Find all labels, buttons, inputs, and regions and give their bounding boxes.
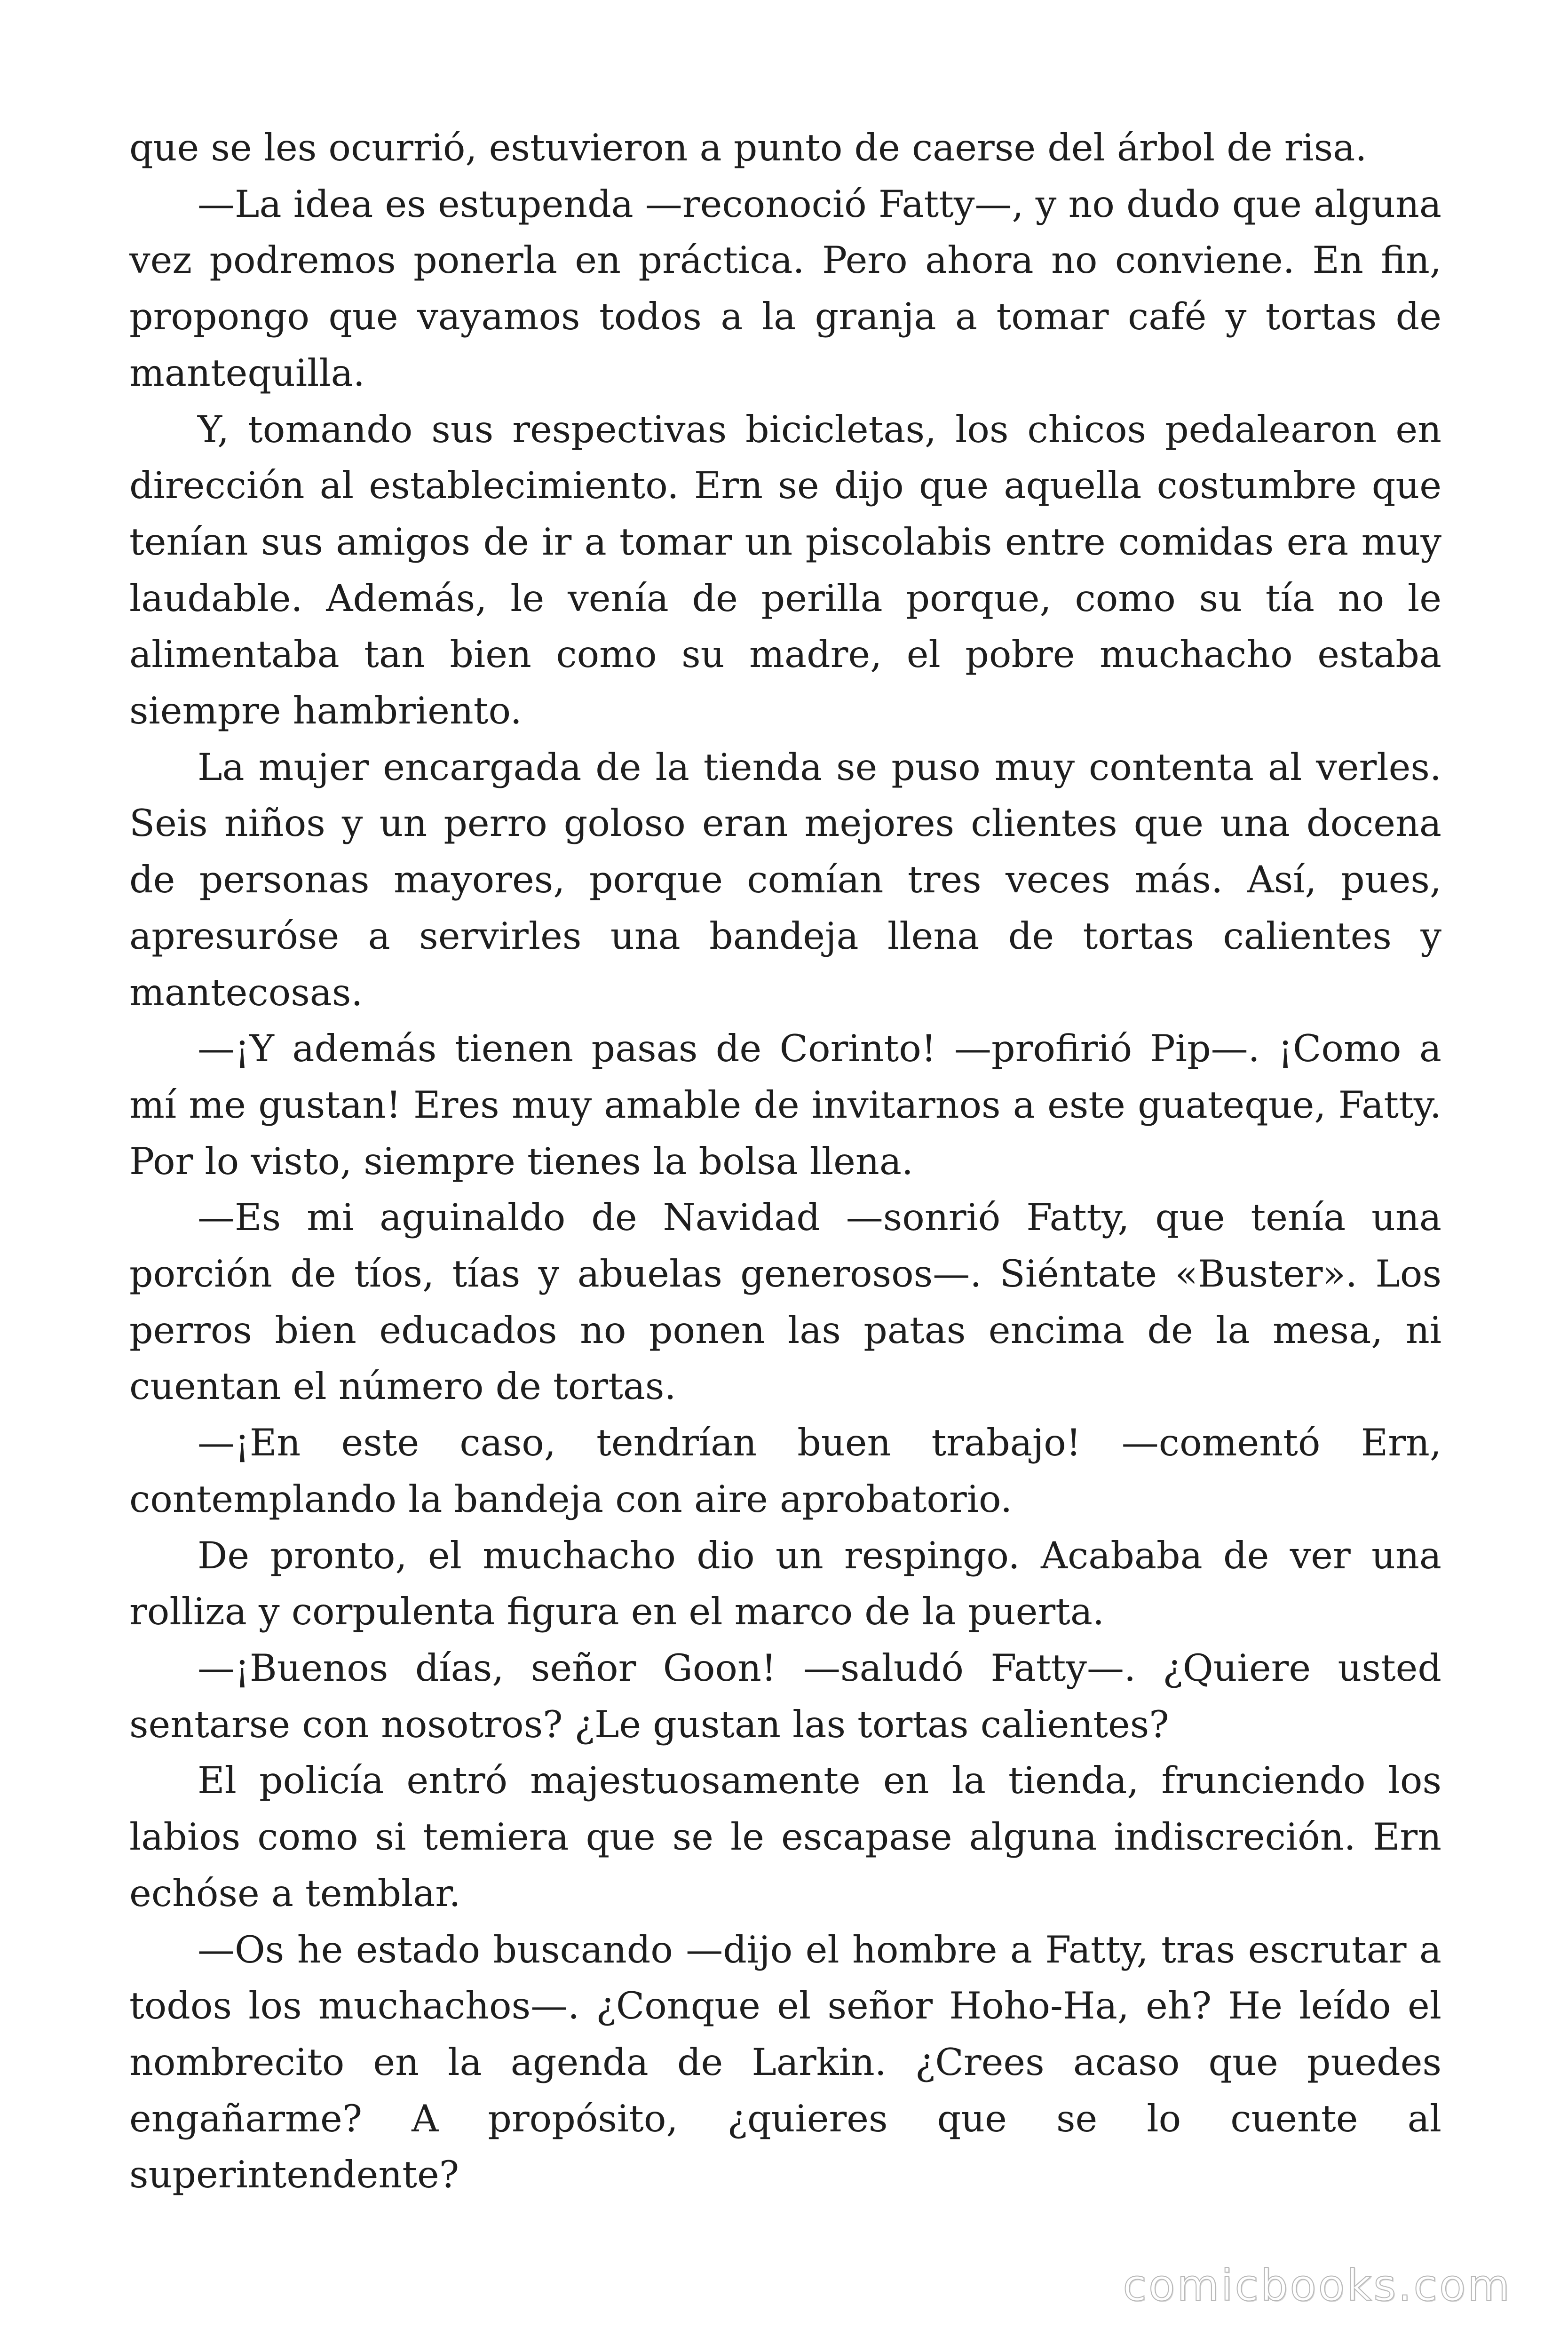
- paragraph-9: —¡Buenos días, señor Goon! —saludó Fatty—. ¿Quiere usted sentarse con nosotros? ¿Le gustan las tortas calientes?: [129, 1646, 1441, 1746]
- page-text: [129, 120, 1441, 2203]
- paragraph-4: La mujer encargada de la tienda se puso muy contenta al verles. Seis niños y un perro goloso eran mejores clientes que una docena de personas mayores, porque comían tres veces más. Así, pues, apresuróse a servirles una bandeja llena de tortas calientes y mantecosas.: [129, 745, 1441, 1014]
- watermark-logo: comicbooks.com: [1123, 2260, 1512, 2311]
- paragraph-3: Y, tomando sus respectivas bicicletas, los chicos pedalearon en dirección al establecimiento. Ern se dijo que aquella costumbre que tenían sus amigos de ir a tomar un piscolabis entre comidas era muy laudable. Además, le venía de perilla porque, como su tía no le alimentaba tan bien como su madre, el pobre muchacho estaba siempre hambriento.: [129, 407, 1441, 733]
- paragraph-10: El policía entró majestuosamente en la tienda, frunciendo los labios como si temiera que se le escapase alguna indiscreción. Ern echóse a temblar.: [129, 1759, 1441, 1915]
- paragraph-11: —Os he estado buscando —dijo el hombre a Fatty, tras escrutar a todos los muchachos—. ¿Conque el señor Hoho-Ha, eh? He leído el nombrecito en la agenda de Larkin. ¿Crees acaso que puedes engañarme? A propósito, ¿quieres que se lo cuente al superintendente?: [129, 1928, 1441, 2197]
- paragraph-1: que se les ocurrió, estuvieron a punto de caerse del árbol de risa.: [129, 126, 1367, 169]
- paragraph-6: —Es mi aguinaldo de Navidad —sonrió Fatty, que tenía una porción de tíos, tías y abuelas generosos—. Siéntate «Buster». Los perros bien educados no ponen las patas encima de la mesa, ni cuentan el número de tortas.: [129, 1196, 1441, 1408]
- paragraph-2: —La idea es estupenda —reconoció Fatty—, y no dudo que alguna vez podremos ponerla en práctica. Pero ahora no conviene. En fin, propongo que vayamos todos a la granja a tomar café y tortas de mantequilla.: [129, 182, 1441, 395]
- paragraph-8: De pronto, el muchacho dio un respingo. Acababa de ver una rolliza y corpulenta figura en el marco de la puerta.: [129, 1534, 1441, 1634]
- paragraph-5: —¡Y además tienen pasas de Corinto! —profirió Pip—. ¡Como a mí me gustan! Eres muy amable de invitarnos a este guateque, Fatty. Por lo visto, siempre tienes la bolsa llena.: [129, 1027, 1441, 1183]
- paragraph-7: —¡En este caso, tendrían buen trabajo! —comentó Ern, contemplando la bandeja con aire aprobatorio.: [129, 1421, 1441, 1521]
